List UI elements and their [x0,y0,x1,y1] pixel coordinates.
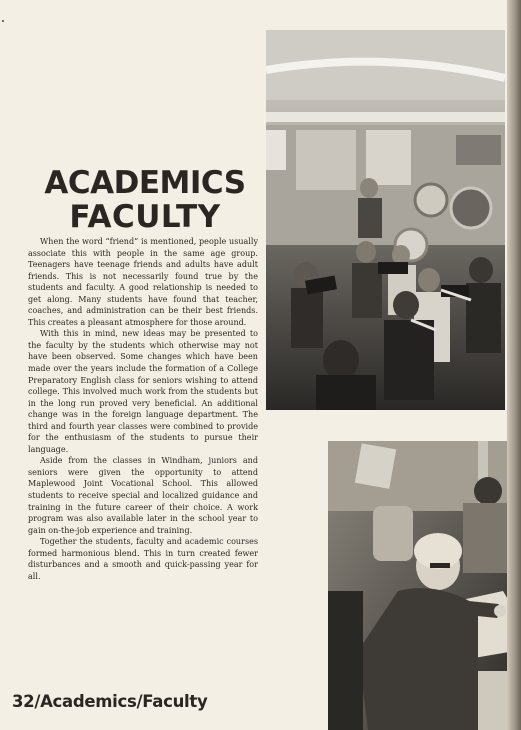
paragraph-3: Aside from the classes in Windham, juniors and seniors were given the opportunity to attend Maplewood Joint Vocational School. This allowed students to receive special and localized guidance and training in the future career of their choice. A work program was also available later in the school year to gain on-the-job experience and training. [28,456,258,535]
paragraph-2: With this in mind, new ideas may be presented to the faculty by the students which otherwise may not have been observed. Some changes which have been made over the years include the formation of a College Preparatory English class for seniors wishing to attend college. This involved much work from the students but in the long run proved very beneficial. An additional change was in the foreign language department. The third and fourth year classes were combined to provide for the enthusiasm of the students to pursue their language. [28,329,258,454]
page-folio: 32/Academics/Faculty [12,692,208,711]
band-photo-illustration [266,30,505,410]
band-rehearsal-photo [266,30,505,410]
article-body [28,236,258,582]
shop-photo-illustration [328,441,515,730]
paragraph-1: When the word “friend” is mentioned, people usually associate this with people in the same age group. Teenagers have teenage friends and adults have adult friends. This is not necessarily found true by the students and faculty. A good relationship is needed to get along. Many students have found that teacher, coaches, and administration can be their best friends. This creates a pleasant atmosphere for those around. [28,237,258,327]
woodshop-class-photo [328,441,515,730]
paragraph-4: Together the students, faculty and academic courses formed harmonious blend. This in turn created fewer disturbances and a smooth and quick-passing year for all. [28,537,258,581]
heading-line-faculty: FACULTY [69,199,221,235]
heading-line-academics: ACADEMICS [44,165,246,201]
page-speck [2,20,4,22]
section-heading [30,166,260,234]
binding-edge [507,0,521,730]
